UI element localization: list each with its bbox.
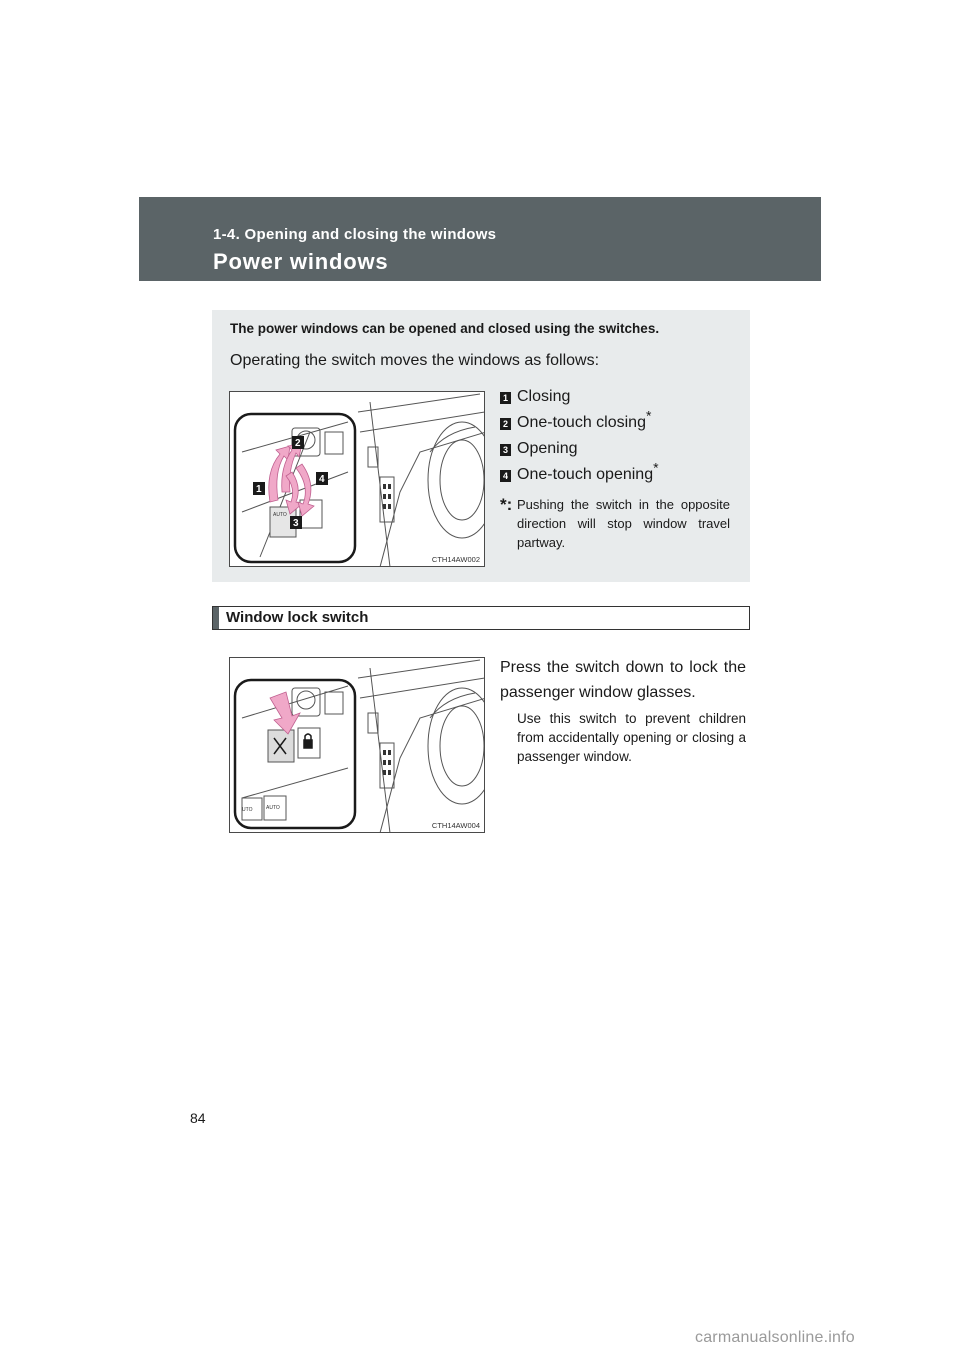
legend-label: Opening bbox=[517, 440, 578, 457]
legend-number: 2 bbox=[500, 418, 511, 430]
marker-4-label: 4 bbox=[319, 474, 325, 485]
page-number: 84 bbox=[190, 1110, 206, 1126]
auto-switch-label: AUTO bbox=[273, 512, 287, 518]
legend-item bbox=[500, 459, 730, 491]
section-label: 1-4. Opening and closing the windows bbox=[213, 226, 497, 243]
window-lock-switch-figure bbox=[229, 657, 485, 833]
operation-legend bbox=[500, 387, 730, 491]
subsection-title: Window lock switch bbox=[226, 609, 369, 626]
marker-1-label: 1 bbox=[256, 484, 262, 495]
legend-number: 3 bbox=[500, 444, 511, 456]
footnote-text: Pushing the switch in the opposite direction will stop window travel partway. bbox=[517, 497, 730, 550]
footnote-mark: *: bbox=[500, 495, 513, 514]
subsection-note: Use this switch to prevent children from accidentally opening or closing a passenger window. bbox=[517, 711, 746, 764]
footnote bbox=[500, 495, 730, 552]
figure-code: CTH14AW004 bbox=[431, 821, 480, 830]
subsection-header bbox=[212, 606, 750, 630]
power-window-switch-figure bbox=[229, 391, 485, 567]
marker-3-label: 3 bbox=[293, 518, 299, 529]
page-title: Power windows bbox=[213, 249, 389, 274]
figure-code: CTH14AW002 bbox=[431, 555, 480, 564]
intro-text: Operating the switch moves the windows as follows: bbox=[230, 352, 600, 369]
legend-number: 4 bbox=[500, 470, 511, 482]
intro-bold-text: The power windows can be opened and closed using the switches. bbox=[230, 321, 660, 336]
legend-label: One-touch closing* bbox=[517, 407, 652, 431]
legend-item bbox=[500, 407, 730, 439]
legend-item bbox=[500, 439, 730, 465]
subsection-body: Press the switch down to lock the passenger window glasses. bbox=[500, 659, 746, 701]
legend-item bbox=[500, 387, 730, 413]
auto-switch-label: UTO bbox=[242, 807, 253, 813]
subsection-bar bbox=[213, 607, 219, 629]
auto-switch-label: AUTO bbox=[266, 805, 280, 811]
power-window-switch-illustration bbox=[230, 392, 485, 567]
legend-label: Closing bbox=[517, 388, 571, 405]
marker-2-label: 2 bbox=[295, 438, 301, 449]
legend-number: 1 bbox=[500, 392, 511, 404]
window-lock-switch-illustration bbox=[230, 658, 485, 833]
chapter-header bbox=[139, 197, 821, 281]
legend-label: One-touch opening* bbox=[517, 459, 659, 483]
watermark: carmanualsonline.info bbox=[695, 1329, 855, 1346]
